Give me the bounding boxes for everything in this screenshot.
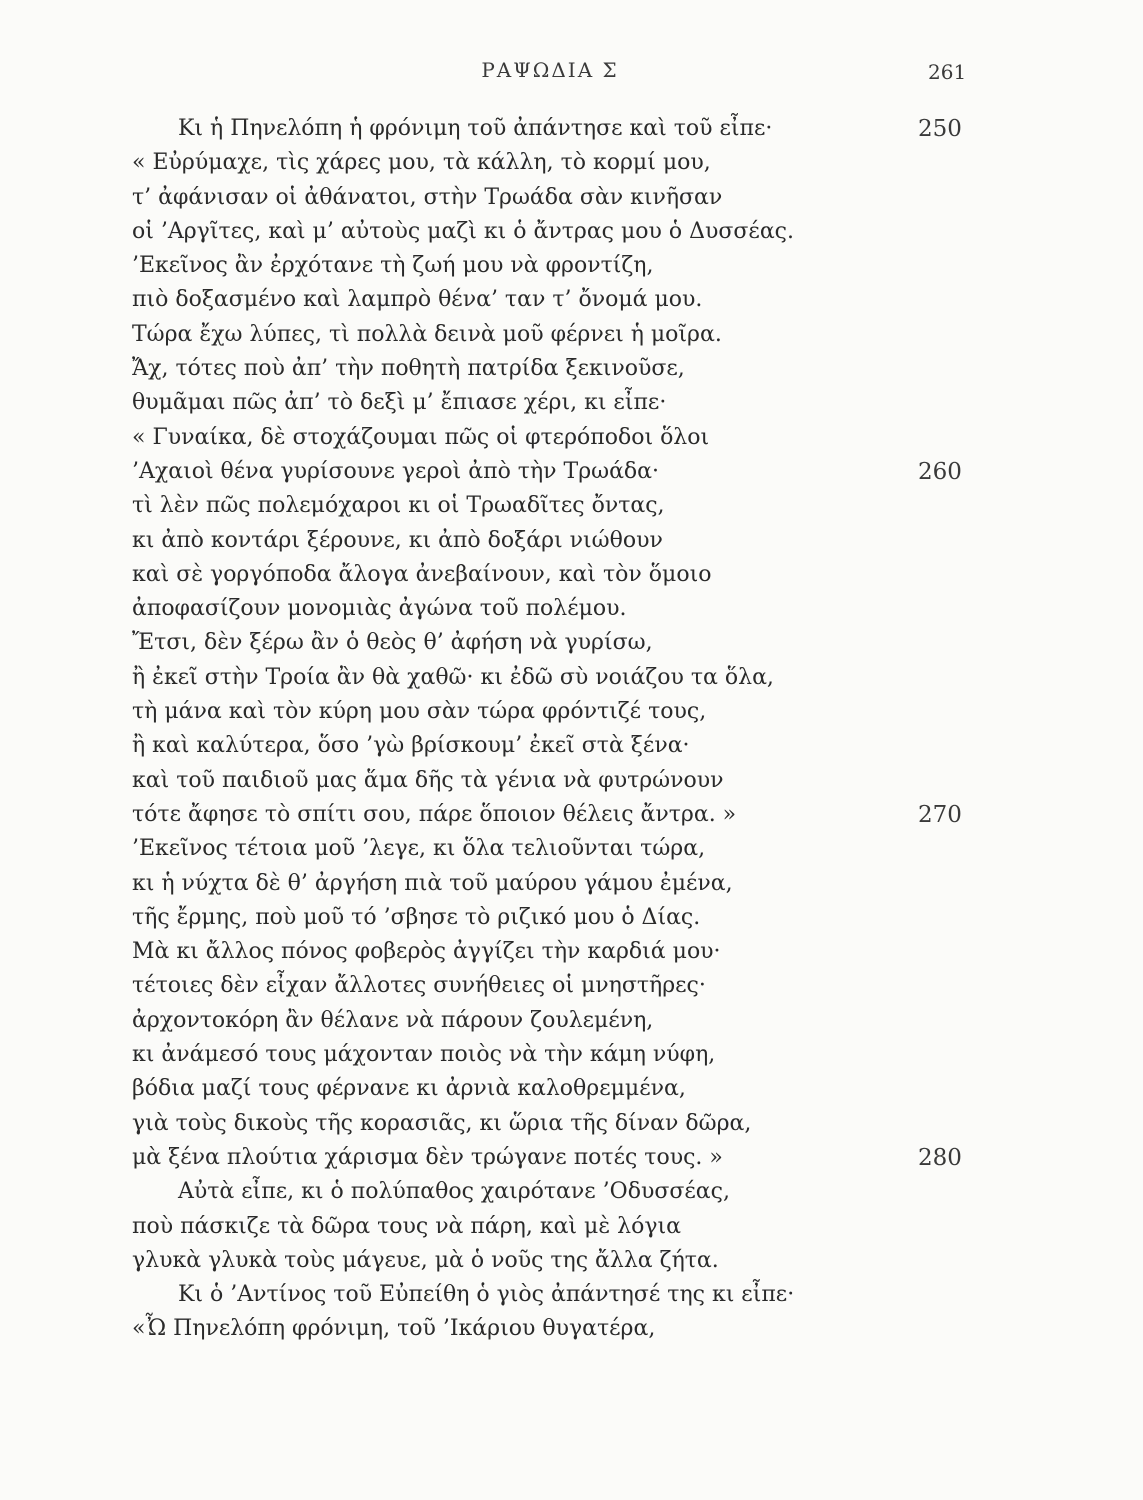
verse-text: καὶ σὲ γοργόποδα ἄλογα ἀνεβαίνουν, καὶ τὸν ὅμοιο: [132, 561, 712, 587]
verse-text: ’Αχαιοὶ θένα γυρίσουνε γεροὶ ἀπὸ τὴν Τρωάδα·: [132, 458, 660, 484]
verse-line: [0, 901, 1143, 935]
verse-text: Ἄχ, τότες ποὺ ἀπ’ τὴν ποθητὴ πατρίδα ξεκινοῦσε,: [132, 356, 685, 382]
verse-line: [0, 558, 1143, 592]
line-number: 280: [918, 1144, 962, 1171]
verse-text: ἢ ἐκεῖ στὴν Τροία ἂν θὰ χαθῶ· κι ἐδῶ σὺ νοιάζου τα ὅλα,: [132, 664, 774, 690]
verse-text: τῆς ἔρμης, ποὺ μοῦ τό ’σβησε τὸ ριζικό μου ὁ Δίας.: [132, 904, 701, 930]
verse-line: [0, 969, 1143, 1003]
verse-text: οἱ ’Αργῖτες, καὶ μ’ αὐτοὺς μαζὶ κι ὁ ἄντρας μου ὁ Δυσσέας.: [132, 218, 794, 244]
verse-text: ’Εκεῖνος τέτοια μοῦ ’λεγε, κι ὅλα τελιοῦνται τώρα,: [132, 836, 706, 862]
verse-text: μὰ ξένα πλούτια χάρισμα δὲν τρώγανε ποτές τους. »: [132, 1144, 723, 1170]
verse-line: [0, 1072, 1143, 1106]
verse-line: [0, 626, 1143, 660]
line-number: 260: [918, 458, 962, 485]
line-number: 270: [918, 801, 962, 828]
verse-line: [0, 695, 1143, 729]
verse-text: Μὰ κι ἄλλος πόνος φοβερὸς ἀγγίζει τὴν καρδιά μου·: [132, 939, 721, 965]
verse-line: [0, 592, 1143, 626]
verse-text: Κι ἡ Πηνελόπη ἡ φρόνιμη τοῦ ἀπάντησε καὶ τοῦ εἶπε·: [178, 116, 773, 141]
verse-text: Τώρα ἔχω λύπες, τὶ πολλὰ δεινὰ μοῦ φέρνει ἡ μοῖρα.: [132, 321, 722, 347]
verse-text: Αὐτὰ εἶπε, κι ὁ πολύπαθος χαιρότανε ’Οδυσσέας,: [178, 1179, 730, 1205]
running-header-title: ΡΑΨΩΔΙΑ Σ: [481, 58, 619, 82]
verse-line: [0, 455, 1143, 489]
verse-line: [0, 764, 1143, 798]
line-number: 250: [918, 116, 962, 142]
verse-line: [0, 1004, 1143, 1038]
verse-line: [0, 1210, 1143, 1244]
verse-line: [0, 249, 1143, 283]
verse-text: ποὺ πάσκιζε τὰ δῶρα τους νὰ πάρη, καὶ μὲ λόγια: [132, 1213, 681, 1239]
verse-text: « Εὐρύμαχε, τὶς χάρες μου, τὰ κάλλη, τὸ κορμί μου,: [132, 150, 711, 176]
page-number: 261: [928, 60, 967, 84]
verse-text: καὶ τοῦ παιδιοῦ μας ἅμα δῆς τὰ γένια νὰ φυτρώνουν: [132, 767, 724, 793]
verse-line: [0, 146, 1143, 180]
verse-line: [0, 867, 1143, 901]
verse-line: [0, 1175, 1143, 1209]
verse-text: ’Εκεῖνος ἂν ἐρχότανε τὴ ζωή μου νὰ φροντίζη,: [132, 253, 654, 279]
verse-line: [0, 1278, 1143, 1312]
verse-line: [0, 524, 1143, 558]
verse-text: ἀρχοντοκόρη ἂν θέλανε νὰ πάρουν ζουλεμένη,: [132, 1007, 654, 1033]
verse-line: [0, 661, 1143, 695]
verse-line: [0, 729, 1143, 763]
verse-line: [0, 112, 1143, 146]
verse-line: [0, 352, 1143, 386]
verse-line: [0, 832, 1143, 866]
verse-text: κι ἡ νύχτα δὲ θ’ ἀργήση πιὰ τοῦ μαύρου γάμου ἐμένα,: [132, 870, 733, 896]
verse-text: τότε ἄφησε τὸ σπίτι σου, πάρε ὅποιον θέλεις ἄντρα. »: [132, 801, 737, 827]
verse-text: γιὰ τοὺς δικοὺς τῆς κορασιᾶς, κι ὥρια τῆς δίναν δῶρα,: [132, 1110, 752, 1136]
verse-text: τέτοιες δὲν εἶχαν ἄλλοτες συνήθειες οἱ μνηστῆρες·: [132, 973, 706, 999]
verse-text: πιὸ δοξασμένο καὶ λαμπρὸ θένα’ ταν τ’ ὄνομά μου.: [132, 287, 703, 313]
verse-line: [0, 489, 1143, 523]
verse-block: [0, 112, 1143, 1347]
verse-text: ἢ καὶ καλύτερα, ὅσο ’γὼ βρίσκουμ’ ἐκεῖ στὰ ξένα·: [132, 733, 690, 759]
verse-line: [0, 798, 1143, 832]
verse-text: ἀποφασίζουν μονομιὰς ἀγώνα τοῦ πολέμου.: [132, 596, 627, 622]
verse-text: κι ἀπὸ κοντάρι ξέρουνε, κι ἀπὸ δοξάρι νιώθουν: [132, 527, 663, 553]
verse-text: θυμᾶμαι πῶς ἀπ’ τὸ δεξὶ μ’ ἔπιασε χέρι, κι εἶπε·: [132, 390, 667, 416]
verse-text: τὶ λὲν πῶς πολεμόχαροι κι οἱ Τρωαδῖτες ὄντας,: [132, 493, 665, 519]
verse-text: «Ὦ Πηνελόπη φρόνιμη, τοῦ ’Ικάριου θυγατέρα,: [132, 1316, 656, 1342]
verse-line: [0, 935, 1143, 969]
verse-line: [0, 421, 1143, 455]
verse-line: [0, 1312, 1143, 1346]
verse-text: « Γυναίκα, δὲ στοχάζουμαι πῶς οἱ φτερόποδοι ὅλοι: [132, 424, 710, 450]
verse-line: [0, 1244, 1143, 1278]
verse-line: [0, 1141, 1143, 1175]
verse-line: [0, 1038, 1143, 1072]
verse-text: Κι ὁ ’Αντίνος τοῦ Εὐπείθη ὁ γιὸς ἀπάντησέ της κι εἶπε·: [178, 1282, 795, 1308]
verse-text: τ’ ἀφάνισαν οἱ ἀθάνατοι, στὴν Τρωάδα σὰν κινῆσαν: [132, 184, 723, 210]
verse-text: βόδια μαζί τους φέρνανε κι ἀρνιὰ καλοθρεμμένα,: [132, 1076, 686, 1102]
verse-text: Ἔτσι, δὲν ξέρω ἂν ὁ θεὸς θ’ ἀφήση νὰ γυρίσω,: [132, 630, 653, 656]
verse-line: [0, 386, 1143, 420]
verse-text: κι ἀνάμεσό τους μάχονταν ποιὸς νὰ τὴν κάμη νύφη,: [132, 1042, 716, 1068]
verse-line: [0, 283, 1143, 317]
verse-line: [0, 1107, 1143, 1141]
verse-line: [0, 181, 1143, 215]
verse-line: [0, 318, 1143, 352]
verse-line: [0, 215, 1143, 249]
verse-text: γλυκὰ γλυκὰ τοὺς μάγευε, μὰ ὁ νοῦς της ἄλλα ζήτα.: [132, 1247, 719, 1273]
verse-text: τὴ μάνα καὶ τὸν κύρη μου σὰν τώρα φρόντιζέ τους,: [132, 699, 707, 725]
